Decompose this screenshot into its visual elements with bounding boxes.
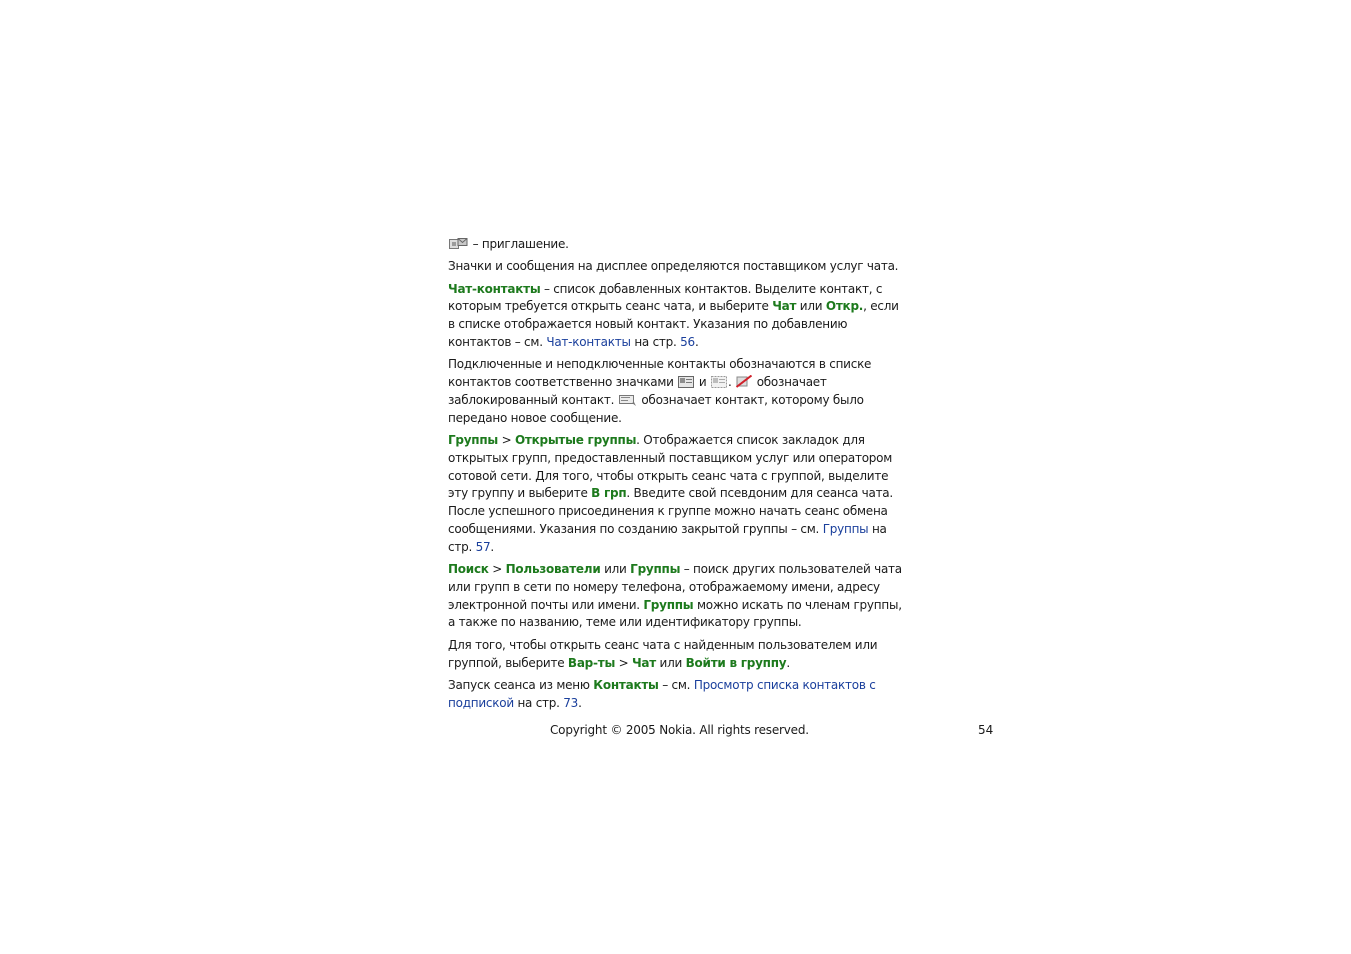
- link-chat-contacts[interactable]: Чат-контакты: [546, 334, 631, 349]
- menu-term-open: Откр.: [825, 299, 864, 314]
- blocked-contact-icon: [736, 375, 752, 388]
- new-message-contact-icon: [619, 393, 637, 406]
- menu-term-chat-contacts: Чат-контакты: [448, 281, 541, 296]
- menu-term-groups: Группы: [448, 432, 498, 447]
- invitation-icon: [449, 238, 468, 250]
- online-contact-icon: [678, 375, 694, 388]
- paragraph-open-session: Для того, чтобы открыть сеанс чата с найденным пользователем или группой, выберите Вар-ты > Чат или Войти в группу.: [448, 637, 878, 670]
- paragraph-invitation: – приглашение.: [448, 236, 904, 254]
- footer-copyright: Copyright © 2005 Nokia. All rights reserved.: [550, 723, 809, 737]
- paragraph-contact-status: Подключенные и неподключенные контакты обозначаются в списке контактов соответственно значками и . обозначает заблокированный контакт. обозначает контакт, которому было передано новое сообщение.: [448, 357, 872, 425]
- link-page-56[interactable]: 56: [680, 334, 695, 349]
- menu-term-options: Вар-ты: [567, 655, 616, 670]
- menu-term-users: Пользователи: [505, 562, 601, 577]
- document-body: [448, 236, 904, 717]
- menu-term-chat-option: Чат: [631, 655, 656, 670]
- menu-term-groups-members: Группы: [643, 597, 694, 612]
- paragraph-open-groups: Группы > Открытые группы. Отображается список закладок для открытых групп, предоставленный поставщиком услуг или оператором сотовой сети. Для того, чтобы открыть сеанс чата с группой, выделите эту группу и выберите В грп. Введите свой псевдоним для сеанса чата. После успешного присоединения к группе можно начать сеанс обмена сообщениями. Указания по созданию закрытой группы – см. Группы на стр. 57.: [448, 432, 893, 554]
- link-page-57[interactable]: 57: [475, 539, 491, 554]
- offline-contact-icon: [711, 375, 727, 388]
- menu-term-search: Поиск: [448, 562, 489, 577]
- menu-term-chat: Чат: [772, 299, 797, 314]
- link-page-73[interactable]: 73: [563, 695, 579, 710]
- paragraph-contacts-menu: Запуск сеанса из меню Контакты – см. Просмотр списка контактов с подпиской на стр. 73.: [448, 677, 876, 710]
- paragraph-chat-contacts: Чат-контакты – список добавленных контактов. Выделите контакт, с которым требуется открыть сеанс чата, и выберите Чат или Откр., если в списке отображается новый контакт. Указания по добавлению контактов – см. Чат-контакты на стр. 56.: [448, 281, 899, 349]
- menu-term-groups-search: Группы: [630, 562, 681, 577]
- link-subscribed-contacts[interactable]: Просмотр списка контактов с подпиской: [448, 677, 876, 710]
- link-groups[interactable]: Группы: [822, 521, 869, 536]
- paragraph-search: Поиск > Пользователи или Группы – поиск других пользователей чата или групп в сети по номеру телефона, отображаемому имени, адресу электронной почты или имени. Группы можно искать по членам группы, а также по названию, теме или идентификатору группы.: [448, 562, 902, 630]
- menu-term-enter-group: Войти в группу: [685, 655, 787, 670]
- paragraph-icons-info: Значки и сообщения на дисплее определяются поставщиком услуг чата.: [448, 259, 899, 274]
- page-number: 54: [978, 723, 994, 737]
- menu-term-join-group: В грп: [591, 486, 627, 501]
- menu-term-contacts: Контакты: [593, 677, 659, 692]
- menu-term-open-groups: Открытые группы: [514, 432, 637, 447]
